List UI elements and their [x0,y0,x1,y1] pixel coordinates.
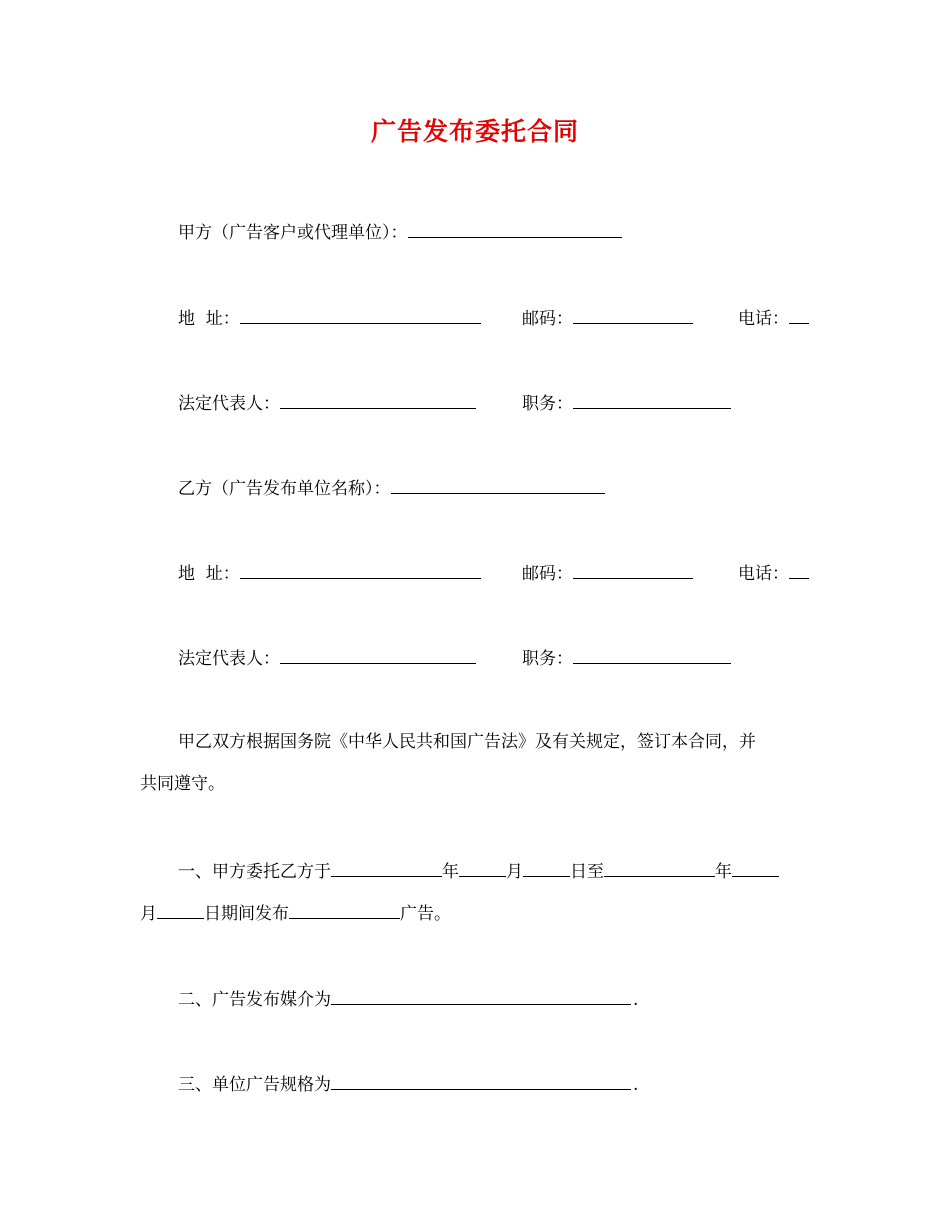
clause-3-prefix: 三、单位广告规格为 [178,1075,331,1095]
end-year-field[interactable] [604,859,715,877]
month2-label: 月 [140,904,157,924]
period-label: 日期间发布 [204,904,289,924]
spec-field[interactable] [331,1072,631,1090]
party-a-zip-line [522,306,693,330]
party-a-address-field[interactable] [240,306,481,324]
party-a-phone-line [738,306,809,330]
party-a-label: 甲方（广告客户或代理单位）： [178,223,408,243]
year-label: 年 [442,862,459,882]
clause-1-line-2 [140,901,451,925]
party-b-post-line [522,646,731,670]
clause-1-suffix: 广告。 [400,904,451,924]
party-a-rep-field[interactable] [280,391,476,409]
party-a-rep-line [178,391,476,415]
start-year-field[interactable] [331,859,442,877]
clause-3-line [178,1072,638,1096]
end-day-field[interactable] [157,901,204,919]
party-a-phone-field[interactable] [789,306,809,324]
party-b-post-label: 职务： [522,649,573,669]
party-b-phone-field[interactable] [789,561,809,579]
party-b-zip-line [522,561,693,585]
party-b-rep-field[interactable] [280,646,476,664]
start-day-field[interactable] [523,859,570,877]
clause-1-line-1 [178,859,779,883]
year2-label: 年 [715,862,732,882]
party-b-phone-label: 电话： [738,564,789,584]
month-label: 月 [506,862,523,882]
party-b-line [178,476,605,500]
clause-2-line [178,987,638,1011]
party-b-address-line [178,561,481,585]
party-a-address-line [178,306,481,330]
party-b-rep-line [178,646,476,670]
party-a-name-field[interactable] [408,220,622,238]
party-a-address-label: 地 址： [178,309,240,329]
party-a-rep-label: 法定代表人： [178,394,280,414]
document-title: 广告发布委托合同 [370,117,579,146]
ad-content-field[interactable] [289,901,400,919]
party-b-post-field[interactable] [573,646,731,664]
day-to-label: 日至 [570,862,604,882]
party-b-address-field[interactable] [240,561,481,579]
preamble-line-1: 甲乙双方根据国务院《中华人民共和国广告法》及有关规定，签订本合同，并 [178,732,756,752]
clause-2-prefix: 二、广告发布媒介为 [178,990,331,1010]
party-b-label: 乙方（广告发布单位名称）： [178,479,391,499]
party-b-address-label: 地 址： [178,564,240,584]
party-a-line [178,220,622,244]
end-month-field[interactable] [732,859,779,877]
preamble-line-2: 共同遵守。 [140,774,225,794]
party-a-post-line [522,391,731,415]
party-a-zip-label: 邮码： [522,309,573,329]
media-field[interactable] [331,987,631,1005]
party-b-phone-line [738,561,809,585]
clause-1-prefix: 一、甲方委托乙方于 [178,862,331,882]
party-b-rep-label: 法定代表人： [178,649,280,669]
clause-2-suffix: . [633,990,639,1010]
start-month-field[interactable] [459,859,506,877]
party-a-post-label: 职务： [522,394,573,414]
party-a-phone-label: 电话： [738,309,789,329]
party-a-post-field[interactable] [573,391,731,409]
clause-3-suffix: . [633,1075,639,1095]
party-a-zip-field[interactable] [573,306,693,324]
party-b-zip-field[interactable] [573,561,693,579]
party-b-name-field[interactable] [391,476,605,494]
party-b-zip-label: 邮码： [522,564,573,584]
